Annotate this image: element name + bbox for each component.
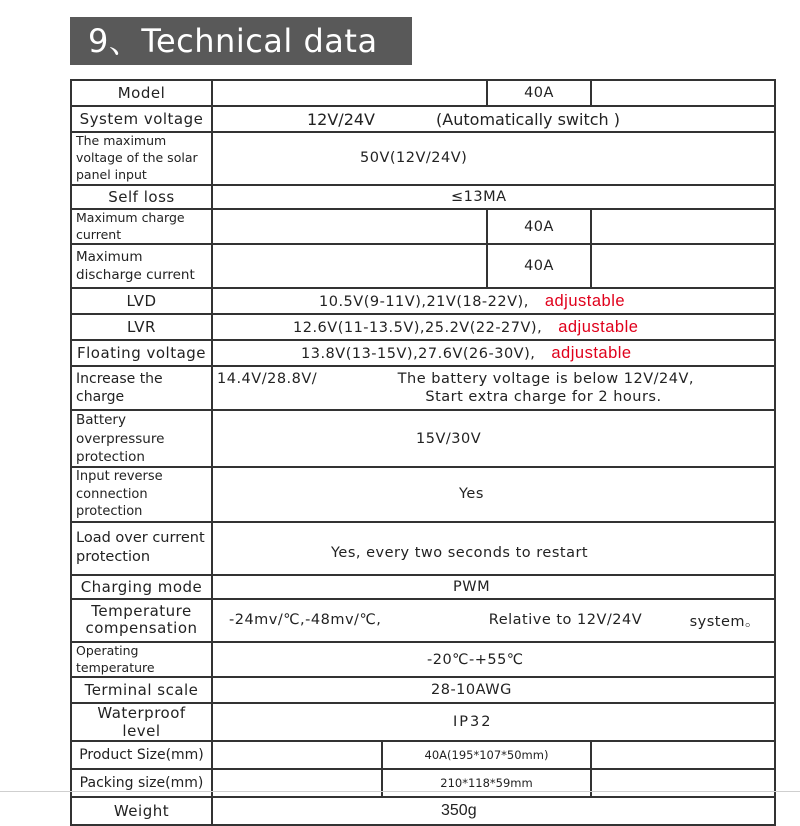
row-label-weight: Weight xyxy=(71,797,212,825)
row-label-lvr: LVR xyxy=(71,314,212,340)
row-label-increase-charge: Increase the charge xyxy=(71,366,212,410)
section-title: 9、Technical data xyxy=(70,17,412,65)
row-label-max-pv-input: The maximum voltage of the solar panel input xyxy=(71,132,212,185)
row-value-increase-charge xyxy=(212,366,775,410)
row-label-system-voltage: System voltage xyxy=(71,106,212,132)
row-label-charging-mode: Charging mode xyxy=(71,575,212,599)
row-label-load-over-current: Load over current protection xyxy=(71,522,212,575)
table-row-packing-size xyxy=(71,769,775,797)
table-row-product-size xyxy=(71,741,775,769)
table-row-reverse-protection xyxy=(71,467,775,522)
table-row-self-loss xyxy=(71,185,775,209)
row-label-model: Model xyxy=(71,80,212,106)
row-value-charging-mode: PWM xyxy=(212,575,775,599)
lvr-value: 12.6V(11-13.5V),25.2V(22-27V), xyxy=(293,319,543,336)
increase-charge-condition: The battery voltage is below 12V/24V, xyxy=(397,371,694,388)
row-label-overpressure: Battery overpressure protection xyxy=(71,410,212,467)
table-row-floating-voltage xyxy=(71,340,775,366)
row-value-weight: 350g xyxy=(212,797,775,825)
increase-charge-voltage: 14.4V/28.8V/ xyxy=(217,371,318,388)
empty-cell xyxy=(212,209,487,245)
row-label-product-size: Product Size(mm) xyxy=(71,741,212,769)
page-bottom-divider xyxy=(0,791,800,792)
row-value-max-pv-input: 50V(12V/24V) xyxy=(212,132,775,185)
table-row-load-over-current xyxy=(71,522,775,575)
row-label-operating-temp: Operating temperature xyxy=(71,642,212,678)
row-value-waterproof: IP32 xyxy=(212,703,775,741)
floating-voltage-value: 13.8V(13-15V),27.6V(26-30V), xyxy=(301,345,536,362)
row-value-operating-temp: -20℃-+55℃ xyxy=(212,642,775,678)
row-value-overpressure: 15V/30V xyxy=(212,410,775,467)
row-label-floating-voltage: Floating voltage xyxy=(71,340,212,366)
row-label-reverse-protection: Input reverse connection protection xyxy=(71,467,212,522)
empty-cell xyxy=(591,80,775,106)
row-value-model: 40A xyxy=(487,80,591,106)
row-label-packing-size: Packing size(mm) xyxy=(71,769,212,797)
table-row-overpressure xyxy=(71,410,775,467)
table-row-lvr xyxy=(71,314,775,340)
table-row-temp-compensation xyxy=(71,599,775,642)
row-label-temp-compensation: Temperature compensation xyxy=(71,599,212,642)
table-row-weight xyxy=(71,797,775,825)
row-label-max-charge-current: Maximum charge current xyxy=(71,209,212,245)
row-value-system-voltage xyxy=(212,106,775,132)
table-row-lvd xyxy=(71,288,775,314)
temp-compensation-note: Relative to 12V/24V xyxy=(488,612,643,629)
row-value-max-discharge-current: 40A xyxy=(487,244,591,288)
row-value-temp-compensation xyxy=(212,599,775,642)
increase-charge-duration: Start extra charge for 2 hours. xyxy=(425,389,662,406)
row-value-load-over-current: Yes, every two seconds to restart xyxy=(212,522,775,575)
table-row-waterproof xyxy=(71,703,775,741)
lvr-adjustable-note: adjustable xyxy=(558,317,639,336)
row-value-terminal-scale: 28-10AWG xyxy=(212,677,775,703)
system-voltage-note: (Automatically switch ) xyxy=(436,109,620,129)
table-row-charging-mode xyxy=(71,575,775,599)
table-row-operating-temp xyxy=(71,642,775,678)
lvd-adjustable-note: adjustable xyxy=(544,291,626,310)
row-value-reverse-protection: Yes xyxy=(212,467,775,522)
empty-cell xyxy=(591,769,775,797)
empty-cell xyxy=(212,769,382,797)
table-row-max-discharge-current xyxy=(71,244,775,288)
row-label-max-discharge-current: Maximum discharge current xyxy=(71,244,212,288)
table-row-terminal-scale xyxy=(71,677,775,703)
empty-cell xyxy=(591,209,775,245)
row-value-packing-size: 210*118*59mm xyxy=(382,769,591,797)
table-row-system-voltage xyxy=(71,106,775,132)
technical-data-table xyxy=(70,79,776,826)
empty-cell xyxy=(212,741,382,769)
row-label-waterproof: Waterproof level xyxy=(71,703,212,741)
empty-cell xyxy=(212,244,487,288)
row-label-terminal-scale: Terminal scale xyxy=(71,677,212,703)
row-value-product-size: 40A(195*107*50mm) xyxy=(382,741,591,769)
row-value-floating-voltage xyxy=(212,340,775,366)
row-label-lvd: LVD xyxy=(71,288,212,314)
temp-compensation-value: -24mv/℃,-48mv/℃, xyxy=(229,612,382,629)
lvd-value: 10.5V(9-11V),21V(18-22V), xyxy=(319,293,529,310)
temp-compensation-suffix: system。 xyxy=(689,613,760,630)
table-row-max-pv-input xyxy=(71,132,775,185)
row-value-lvr xyxy=(212,314,775,340)
system-voltage-value: 12V/24V xyxy=(307,109,375,129)
table-row-model xyxy=(71,80,775,106)
empty-cell xyxy=(591,741,775,769)
row-value-max-charge-current: 40A xyxy=(487,209,591,245)
row-label-self-loss: Self loss xyxy=(71,185,212,209)
row-value-self-loss: ≤13MA xyxy=(212,185,775,209)
empty-cell xyxy=(212,80,487,106)
row-value-lvd xyxy=(212,288,775,314)
table-row-increase-charge xyxy=(71,366,775,410)
floating-voltage-adjustable-note: adjustable xyxy=(551,343,632,362)
table-row-max-charge-current xyxy=(71,209,775,245)
empty-cell xyxy=(591,244,775,288)
